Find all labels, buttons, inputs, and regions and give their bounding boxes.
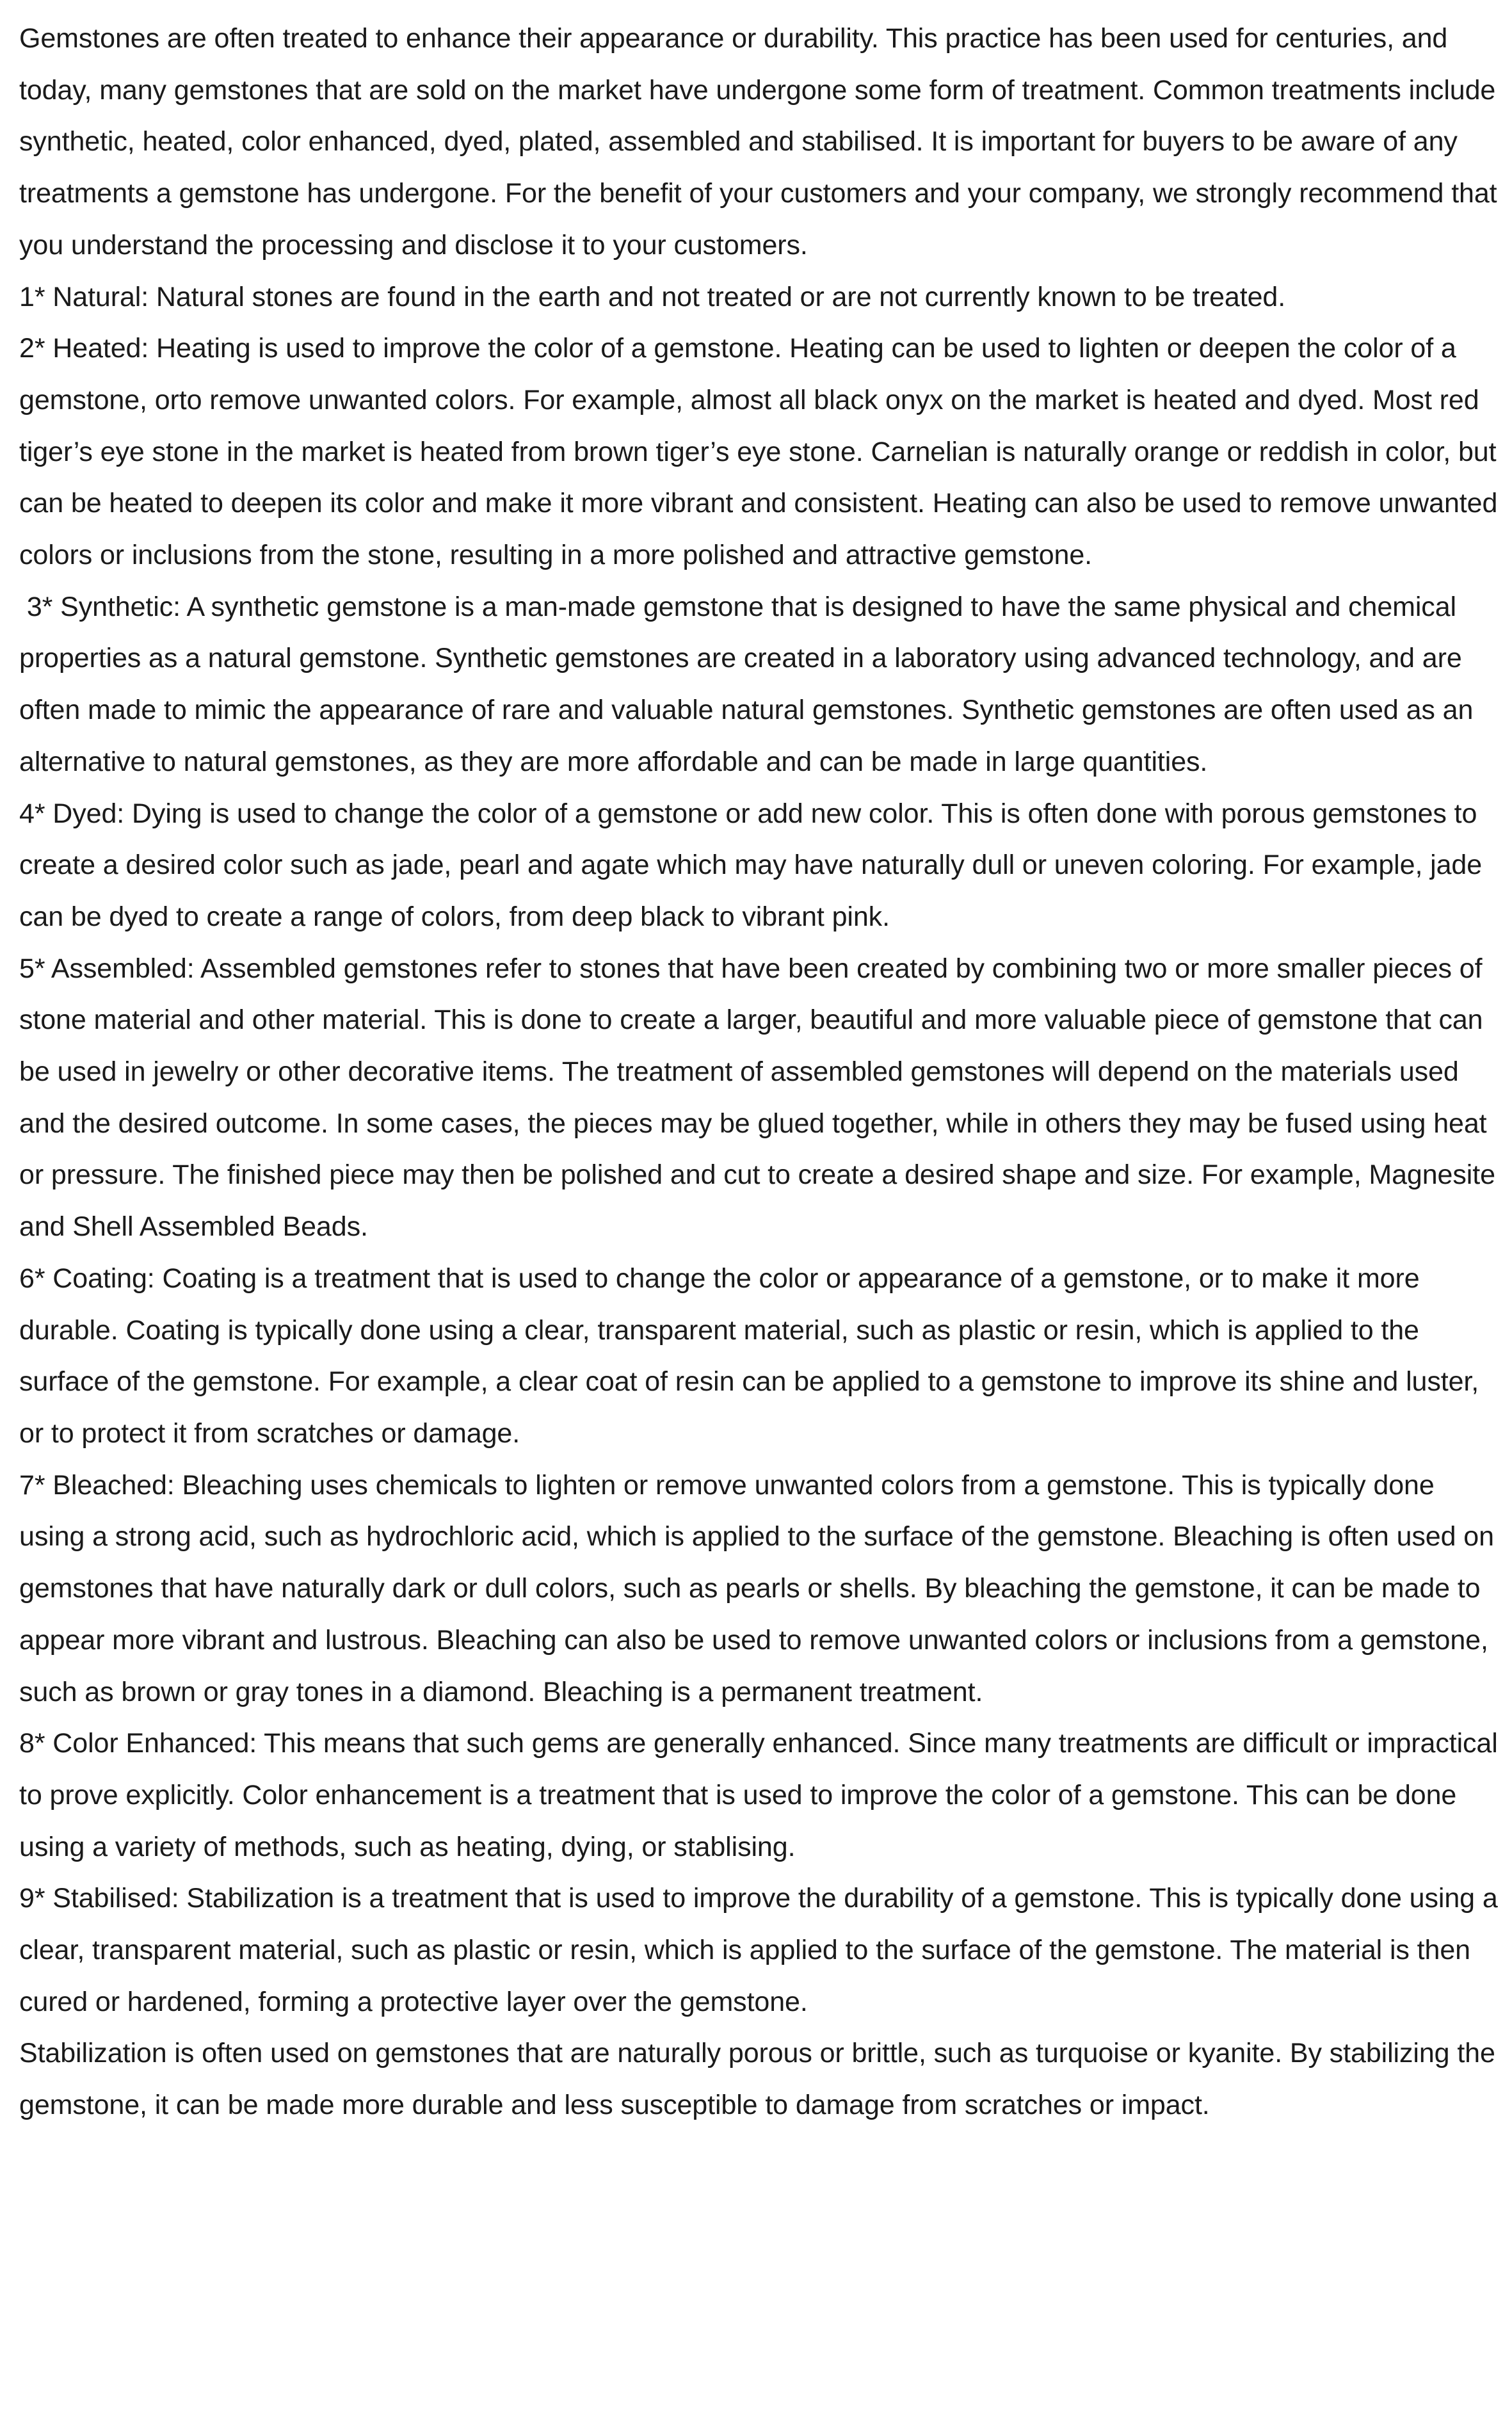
bleached-paragraph: 7* Bleached: Bleaching uses chemicals to lighten or remove unwanted colors from a gemstone. This is typically done using a strong acid, such as hydrochloric acid, which is applied to the surface of the gemstone. Bleaching is often used on gemstones that have naturally dark or dull colors, such as pearls or shells. By bleaching the gemstone, it can be made to appear more vibrant and lustrous. Bleaching can also be used to remove unwanted colors or inclusions from a gemstone, such as brown or gray tones in a diamond. Bleaching is a permanent treatment. xyxy=(19,1469,1494,1707)
stabilised-note-paragraph: Stabilization is often used on gemstones that are naturally porous or brittle, such as turquoise or kyanite. By stabilizing the gemstone, it can be made more durable and less susceptible to damage from scratches or impact. xyxy=(19,2038,1495,2121)
heated-paragraph: 2* Heated: Heating is used to improve the color of a gemstone. Heating can be used to lighten or deepen the color of a gemstone, orto remove unwanted colors. For example, almost all black onyx on the market is heated and dyed. Most red tiger’s eye stone in the market is heated from brown tiger’s eye stone. Carnelian is naturally orange or reddish in color, but can be heated to deepen its color and make it more vibrant and consistent. Heating can also be used to remove unwanted colors or inclusions from the stone, resulting in a more polished and attractive gemstone. xyxy=(19,333,1498,571)
dyed-paragraph: 4* Dyed: Dying is used to change the color of a gemstone or add new color. This is often done with porous gemstones to create a desired color such as jade, pearl and agate which may have naturally dull or uneven coloring. For example, jade can be dyed to create a range of colors, from deep black to vibrant pink. xyxy=(19,798,1483,932)
assembled-paragraph: 5* Assembled: Assembled gemstones refer to stones that have been created by combining two or more smaller pieces of stone material and other material. This is done to create a larger, beautiful and more valuable piece of gemstone that can be used in jewelry or other decorative items. The treatment of assembled gemstones will depend on the materials used and the desired outcome. In some cases, the pieces may be glued together, while in others they may be fused using heat or pressure. The finished piece may then be polished and cut to create a desired shape and size. For example, Magnesite and Shell Assembled Beads. xyxy=(19,953,1495,1243)
natural-paragraph: 1* Natural: Natural stones are found in the earth and not treated or are not currently known to be treated. xyxy=(19,281,1286,312)
coating-paragraph: 6* Coating: Coating is a treatment that is used to change the color or appearance of a gemstone, or to make it more durable. Coating is typically done using a clear, transparent material, such as plastic or resin, which is applied to the surface of the gemstone. For example, a clear coat of resin can be applied to a gemstone to improve its shine and luster, or to protect it from scratches or damage. xyxy=(19,1262,1479,1449)
intro-paragraph: Gemstones are often treated to enhance their appearance or durability. This practice has been used for centuries, and today, many gemstones that are sold on the market have undergone some form of treatment. Common treatments include synthetic, heated, color enhanced, dyed, plated, assembled and stabilised. It is important for buyers to be aware of any treatments a gemstone has undergone. For the benefit of your customers and your company, we strongly recommend that you understand the processing and disclose it to your customers. xyxy=(19,23,1497,261)
stabilised-paragraph: 9* Stabilised: Stabilization is a treatment that is used to improve the durability of a gemstone. This is typically done using a clear, transparent material, such as plastic or resin, which is applied to the surface of the gemstone. The material is then cured or hardened, forming a protective layer over the gemstone. xyxy=(19,1883,1498,2017)
color-enhanced-paragraph: 8* Color Enhanced: This means that such gems are generally enhanced. Since many treatments are difficult or impractical to prove explicitly. Color enhancement is a treatment that is used to improve the color of a gemstone. This can be done using a variety of methods, such as heating, dying, or stablising. xyxy=(19,1728,1498,1862)
synthetic-paragraph: 3* Synthetic: A synthetic gemstone is a man-made gemstone that is designed to have the same physical and chemical properties as a natural gemstone. Synthetic gemstones are created in a laboratory using advanced technology, and are often made to mimic the appearance of rare and valuable natural gemstones. Synthetic gemstones are often used as an alternative to natural gemstones, as they are more affordable and can be made in large quantities. xyxy=(19,591,1481,777)
